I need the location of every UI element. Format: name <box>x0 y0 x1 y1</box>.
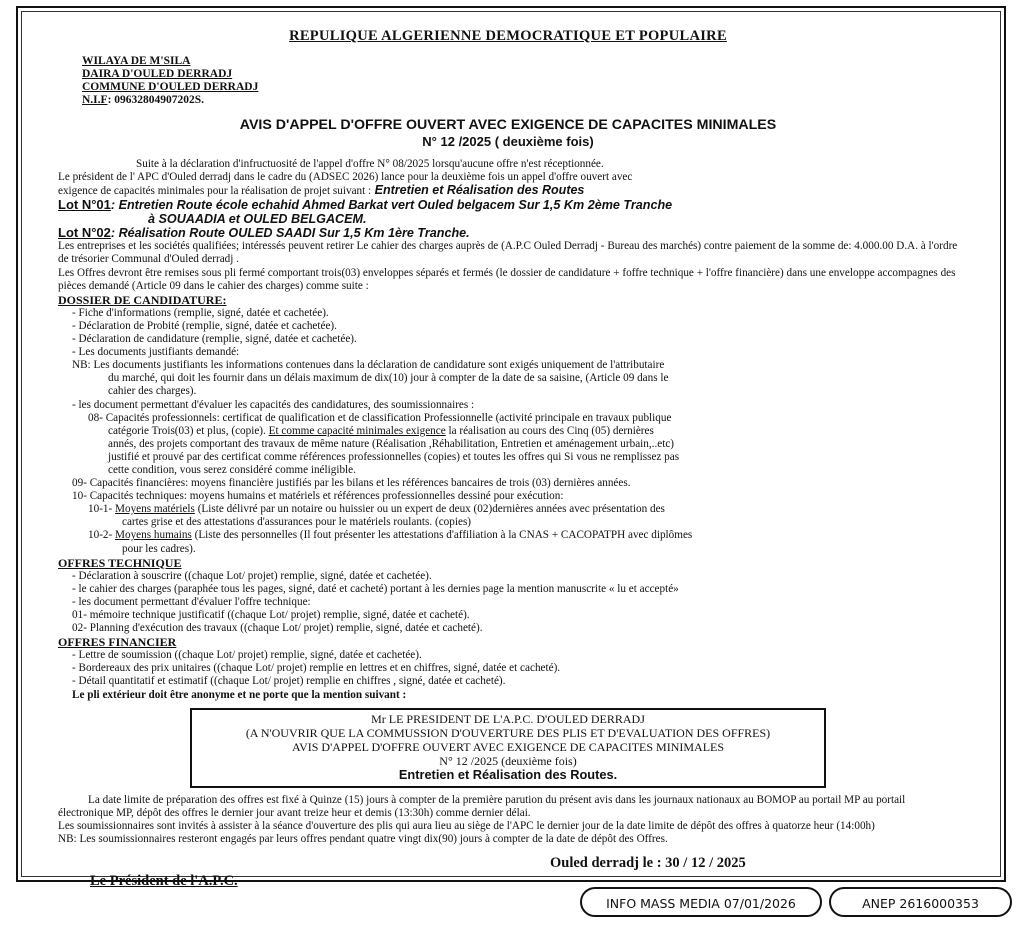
intro-paragraph-2a: Le président de l' APC d'Ouled derradj dans le cadre du (ADSEC 2026) lance pour la deuxième fois un appel d'offre ouvert avec <box>58 171 633 184</box>
capacity-08-e: cette condition, vous serez considéré comme inéligible. <box>108 463 356 476</box>
intro-paragraph-2b-text: exigence de capacités minimales pour la réalisation de projet suivant : <box>58 185 372 198</box>
financier-title: OFFRES FINANCIER <box>58 635 177 650</box>
lot-1-label: Lot N°01 <box>58 197 111 213</box>
capacity-08-d: justifié et prouvé par des certificat comme références professionnelles (copies) et toutes les offres qui Si vous ne remplissez pas <box>108 450 680 463</box>
evaluation-title: - les document permettant d'évaluer les capacités des candidatures, des soumissionnaires : <box>72 398 475 411</box>
technique-title: OFFRES TECHNIQUE <box>58 555 182 570</box>
candidature-item: - Fiche d'informations (remplie, signé, datée et cachetée). <box>72 306 329 319</box>
box-line-1: Mr LE PRESIDENT DE L'A.P.C. D'OULED DERRADJ <box>371 711 645 726</box>
capacity-10-2-label: Moyens humains <box>115 529 192 542</box>
nif-label: N.I.F <box>82 94 108 107</box>
closing-paragraph-3: NB: Les soumissionnaires resteront engagés par leurs offres pendant quatre vingt dix(90) jours à compter de la date de dépôt des Offres. <box>58 832 668 845</box>
candidature-nb: NB: Les documents justifiants les informations contenues dans la déclaration de candidature sont exigés uniquement de l'attributaire <box>72 359 665 372</box>
candidature-item: - Déclaration de candidature (remplie, signé, datée et cachetée). <box>72 333 357 346</box>
lot-2 <box>58 226 958 240</box>
financier-item: - Détail quantitatif et estimatif ((chaque Lot/ projet) remplie en chiffres , signé, datée et cacheté). <box>72 675 506 688</box>
lot-1-text-2: à SOUAADIA et OULED BELGACEM. <box>148 212 367 227</box>
media-badge: INFO MASS MEDIA 07/01/2026 <box>580 887 822 917</box>
envelopes-paragraph: Les Offres devront être remises sous pli fermé comportant trois(03) enveloppes séparés et fermés (le dossier de candidature + foffre technique + l'offre financière) dans une enveloppe accompagnes des pièces demandé (Article 09 dans le cahier des charges) comme suite : <box>58 266 956 292</box>
lot-1-text: : Entretien Route école echahid Ahmed Barkat vert Ouled belgacem Sur 1,5 Km 2ème Tranche <box>110 198 673 213</box>
daira: DAIRA D'OULED DERRADJ <box>82 68 233 81</box>
capacity-10-2: 10-2- Moyens humains (Liste des personnelles (Il fout présenter les attestations d'affiliation à la CNAS + CACOPATPH avec diplômes <box>88 529 693 542</box>
box-line-3: AVIS D'APPEL D'OFFRE OUVERT AVEC EXIGENCE DE CAPACITES MINIMALES <box>291 740 725 755</box>
financier-item: - Bordereaux des prix unitaires ((chaque Lot/ projet) remplie en lettres et en chiffres, signé, datée et cacheté). <box>72 662 561 675</box>
withdraw-paragraph: Les entreprises et les sociétés qualifiées; intéressés peuvent retirer Le cahier des charges auprès de (A.P.C Ouled Derradj - Bureau des marchés) contre paiement de la somme de: 4.000.00 D.A. à l'ordre de trésorier Communal d'Ouled derradj . <box>58 240 958 266</box>
closing-paragraph-1: La date limite de préparation des offres est fixé à Quinze (15) jours à compter de la première parution du présent avis dans les journaux nationaux au BOMOP au portail MP au portail électronique MP, dépôt des offres le dernier jour avant treize heur et demis (13:30h) comme dernier délai. <box>58 793 906 819</box>
closing-paragraph-2: Les soumissionnaires sont invités à assister à la séance d'ouverture des plis qui aura lieu au siège de l'APC le dernier jour de la date limite de dépôt des offres à quatorze heur (14:00h) <box>58 819 875 832</box>
technique-item: - Déclaration à souscrire ((chaque Lot/ projet) remplie, signé, datée et cachetée). <box>72 569 432 582</box>
box-line-4: N° 12 /2025 (deuxième fois) <box>439 754 577 769</box>
nif-value: : 09632804907202S. <box>107 94 205 107</box>
capacity-08-c: annés, des projets comportant des travaux de même nature (Réalisation ,Réhabilitation, Entretien et aménagement urbain,..etc) <box>108 437 675 450</box>
candidature-nb-2: du marché, qui doit les fournir dans un délais maximum de dix(10) jour à compter de la date de sa saisine, (Article 09 dans le <box>108 372 669 385</box>
capacity-09: 09- Capacités financières: moyens financière justifiés par les bilans et les références bancaires de trois (03) dernières années. <box>72 477 631 490</box>
technique-item: - le cahier des charges (paraphée tous les pages, signé, daté et cacheté) portant à les dernies page la mention manuscrite « lu et accepté» <box>72 582 679 595</box>
envelope-mention-box <box>190 708 826 788</box>
capacity-10-1: 10-1- Moyens matériels (Liste délivré par un notaire ou huissier ou un expert de deux (02)dernières années avec présentation des <box>88 503 665 516</box>
place-date: Ouled derradj le : 30 / 12 / 2025 <box>550 855 746 872</box>
technique-item: 01- mémoire technique justificatif ((chaque Lot/ projet) remplie, signé, datée et cacheté). <box>72 609 470 621</box>
project-name: Entretien et Réalisation des Routes <box>371 183 585 198</box>
capacity-08-b-text: catégorie Trois(03) et plus, (copie). <box>108 424 266 437</box>
lot-2-text: : Réalisation Route OULED SAADI Sur 1,5 Km 1ère Tranche. <box>110 226 470 241</box>
capacity-08-b-underlined: Et comme capacité minimales exigence <box>268 424 446 437</box>
capacity-08-b-rest: la réalisation au cours des Cinq (05) dernières <box>445 424 654 437</box>
candidature-title: DOSSIER DE CANDIDATURE: <box>58 292 227 307</box>
notice-title: AVIS D'APPEL D'OFFRE OUVERT AVEC EXIGENCE DE CAPACITES MINIMALES <box>239 117 777 134</box>
candidature-item: - Déclaration de Probité (remplie, signé, datée et cachetée). <box>72 319 337 332</box>
candidature-nb-3: cahier des charges). <box>108 385 197 398</box>
box-line-5: Entretien et Réalisation des Routes. <box>398 767 618 783</box>
commune: COMMUNE D'OULED DERRADJ <box>82 81 259 94</box>
capacity-08-b <box>58 425 958 438</box>
financier-item: - Lettre de soumission ((chaque Lot/ projet) remplie, signé, datée et cachetée). <box>72 649 422 662</box>
intro-paragraph-1: Suite à la déclaration d'infructuosité de l'appel d'offre N° 08/2025 lorsqu'aucune offre n'est réceptionnée. <box>136 158 604 171</box>
lot-2-label: Lot N°02 <box>58 225 111 241</box>
anep-badge: ANEP 2616000353 <box>829 887 1012 917</box>
candidature-item: - Les documents justifiants demandé: <box>72 346 240 359</box>
notice-number: N° 12 /2025 ( deuxième fois) <box>422 134 594 150</box>
capacity-10-1-b: cartes grise et des attestations d'assurances pour le matériels roulants. (copies) <box>122 516 472 529</box>
capacity-10-1-text: (Liste délivré par un notaire ou huissier ou un expert de deux (02)dernières années avec présentation des <box>194 503 665 516</box>
capacity-10: 10- Capacités techniques: moyens humains et matériels et références professionnelles dessiné pour exécution: <box>72 490 564 503</box>
lot-1 <box>58 198 958 212</box>
box-line-2: (A N'OUVRIR QUE LA COMMUSSION D'OUVERTURE DES PLIS ET D'EVALUATION DES OFFRES) <box>245 725 771 740</box>
capacity-10-2-b: pour les cadres). <box>122 542 196 555</box>
capacity-10-2-text: (Liste des personnelles (Il fout présenter les attestations d'affiliation à la CNAS + CACOPATPH avec diplômes <box>191 529 693 542</box>
capacity-10-1-label: Moyens matériels <box>115 503 195 516</box>
republic-heading: REPULIQUE ALGERIENNE DEMOCRATIQUE ET POPULAIRE <box>289 28 727 44</box>
capacity-08-a: 08- Capacités professionnels: certificat de qualification et de classification Professionnelle (activité principale en travaux publique <box>88 411 672 424</box>
signer-title: Le Président de l'A.P.C. <box>90 873 238 890</box>
financier-item: Le pli extérieur doit être anonyme et ne porte que la mention suivant : <box>72 688 407 701</box>
notice-content <box>58 30 958 890</box>
nif-line <box>82 94 958 107</box>
technique-item: 02- Planning d'exécution des travaux ((chaque Lot/ projet) remplie, signé, datée et cacheté). <box>72 622 483 635</box>
wilaya: WILAYA DE M'SILA <box>82 55 191 68</box>
intro-paragraph-2b <box>58 184 958 198</box>
technique-item: - les document permettant d'évaluer l'offre technique: <box>72 595 311 608</box>
